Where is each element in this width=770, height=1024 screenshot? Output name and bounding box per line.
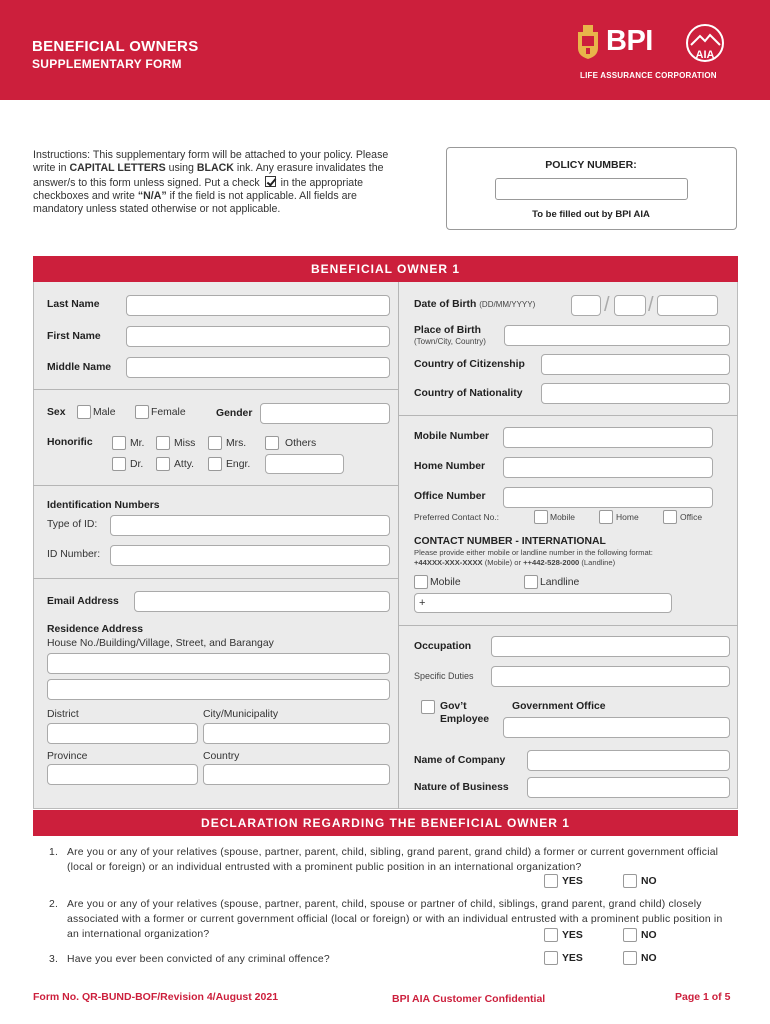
intl-landline-checkbox[interactable] [524,575,538,589]
intl-landline-label: Landline [540,577,580,588]
sex-male-checkbox[interactable] [77,405,91,419]
footer-page-number: Page 1 of 5 [675,991,731,1003]
date-separator: / [604,294,610,316]
honorific-atty-label: Atty. [174,459,195,470]
q2-yes-checkbox[interactable] [544,928,558,942]
city-label: City/Municipality [203,709,279,720]
pob-label: Place of Birth [414,325,481,336]
country-input[interactable] [203,764,390,785]
logo-subtitle: LIFE ASSURANCE CORPORATION [580,71,717,80]
honorific-others-input[interactable] [265,454,344,474]
last-name-label: Last Name [47,299,100,310]
sex-male-label: Male [93,407,116,418]
q1-number: 1. [49,847,59,858]
nationality-input[interactable] [541,383,730,404]
pob-input[interactable] [504,325,730,346]
residence-sub-label: House No./Building/Village, Street, and Barangay [47,638,274,649]
section-title: BENEFICIAL OWNER 1 [33,256,738,282]
form-subtitle: SUPPLEMENTARY FORM [32,57,182,71]
honorific-others-label: Others [285,438,317,449]
gender-label: Gender [216,408,253,419]
last-name-input[interactable] [126,295,390,316]
preferred-office-label: Office [680,512,703,522]
email-input[interactable] [134,591,390,612]
date-separator: / [648,294,654,316]
honorific-others-checkbox[interactable] [265,436,279,450]
district-label: District [47,709,79,720]
honorific-dr-label: Dr. [130,459,144,470]
preferred-mobile-label: Mobile [550,512,576,522]
divider [398,415,738,416]
q2-no-label: NO [641,930,657,941]
company-label: Name of Company [414,755,506,766]
footer-form-number: Form No. QR-BUND-BOF/Revision 4/August 2021 [33,991,279,1003]
govt-employee-label-2: Employee [440,714,490,725]
sex-female-label: Female [151,407,186,418]
preferred-home-label: Home [616,512,639,522]
q3-yes-label: YES [562,953,583,964]
residence-line1-input[interactable] [47,653,390,674]
q3-no-checkbox[interactable] [623,951,637,965]
gender-input[interactable] [260,403,390,424]
dob-month-input[interactable] [614,295,646,316]
honorific-mrs-label: Mrs. [226,438,247,449]
check-mark-icon [265,176,276,187]
honorific-engr-checkbox[interactable] [208,457,222,471]
q1-no-label: NO [641,876,657,887]
honorific-atty-checkbox[interactable] [156,457,170,471]
occupation-input[interactable] [491,636,730,657]
policy-number-label: POLICY NUMBER: [545,159,637,171]
dob-day-input[interactable] [571,295,601,316]
home-number-input[interactable] [503,457,713,478]
citizenship-label: Country of Citizenship [414,359,525,370]
aia-logo [682,23,728,65]
home-number-label: Home Number [414,461,486,472]
honorific-mrs-checkbox[interactable] [208,436,222,450]
middle-name-input[interactable] [126,357,390,378]
business-label: Nature of Business [414,782,509,793]
policy-number-note: To be filled out by BPI AIA [532,209,650,220]
declaration-title: DECLARATION REGARDING THE BENEFICIAL OWNER 1 [33,810,738,836]
middle-name-label: Middle Name [47,362,112,373]
dob-year-input[interactable] [657,295,718,316]
honorific-mr-checkbox[interactable] [112,436,126,450]
intl-plus-prefix: + [419,597,426,609]
type-of-id-label: Type of ID: [47,519,98,530]
q1-yes-checkbox[interactable] [544,874,558,888]
citizenship-input[interactable] [541,354,730,375]
residence-label: Residence Address [47,624,144,635]
intl-mobile-label: Mobile [430,577,461,588]
bpi-logo: BPI [606,25,653,57]
dob-label: Date of Birth (DD/MM/YYYY) [414,299,536,310]
divider [33,485,398,486]
intl-contact-title: CONTACT NUMBER - INTERNATIONAL [414,536,606,547]
bpi-seal-icon [574,22,602,60]
q3-no-label: NO [641,953,657,964]
type-of-id-input[interactable] [110,515,390,536]
id-number-input[interactable] [110,545,390,566]
id-numbers-label: Identification Numbers [47,500,160,511]
divider [33,389,398,390]
email-label: Email Address [47,596,119,607]
govt-office-input[interactable] [503,717,730,738]
first-name-label: First Name [47,331,101,342]
intl-contact-note: Please provide either mobile or landline number in the following format: [414,548,653,557]
q1-text: Are you or any of your relatives (spouse, partner, parent, child, sibling, grand parent, grand child) a former or current government official (local or foreign) or an individual entrusted with a prominent public position in an international organization? [67,847,719,873]
province-input[interactable] [47,764,198,785]
q2-number: 2. [49,899,59,910]
q1-yes-label: YES [562,876,583,887]
intl-number-input[interactable] [414,593,672,613]
specific-duties-input[interactable] [491,666,730,687]
honorific-label: Honorific [47,437,93,448]
govt-employee-checkbox[interactable] [421,700,435,714]
preferred-office-checkbox[interactable] [663,510,677,524]
policy-number-input[interactable] [495,178,688,200]
q2-yes-label: YES [562,930,583,941]
intl-mobile-checkbox[interactable] [414,575,428,589]
country-label: Country [203,751,240,762]
city-input[interactable] [203,723,390,744]
instructions: Instructions: This supplementary form will be attached to your policy. Please write in CAPITAL LETTERS using BLACK ink. Any erasure invalidates the answer/s to this form unless signed. Put a check in the appropriate checkboxes and write “N/A” if the field is not applicable. All fields are mandatory unless stated otherwise or not applicable. [33,149,389,216]
honorific-dr-checkbox[interactable] [112,457,126,471]
business-input[interactable] [527,777,730,798]
first-name-input[interactable] [126,326,390,347]
company-input[interactable] [527,750,730,771]
sex-female-checkbox[interactable] [135,405,149,419]
preferred-contact-label: Preferred Contact No.: [414,512,500,522]
honorific-mr-label: Mr. [130,438,145,449]
province-label: Province [47,751,88,762]
divider [33,578,398,579]
id-number-label: ID Number: [47,549,101,560]
intl-contact-format: +44XXX-XXX-XXXX (Mobile) or ++442-528-2000 (Landline) [414,558,616,567]
mobile-number-input[interactable] [503,427,713,448]
sex-label: Sex [47,407,66,418]
policy-number-box [446,147,737,230]
mobile-number-label: Mobile Number [414,431,490,442]
specific-duties-label: Specific Duties [414,671,474,681]
preferred-home-checkbox[interactable] [599,510,613,524]
q1-no-checkbox[interactable] [623,874,637,888]
pob-sub-label: (Town/City, Country) [414,337,486,346]
form-title: BENEFICIAL OWNERS [32,38,199,55]
q3-number: 3. [49,954,59,965]
govt-office-label: Government Office [512,701,606,712]
honorific-miss-checkbox[interactable] [156,436,170,450]
q2-no-checkbox[interactable] [623,928,637,942]
office-number-label: Office Number [414,491,486,502]
q3-text: Have you ever been convicted of any criminal offence? [67,954,330,965]
preferred-mobile-checkbox[interactable] [534,510,548,524]
occupation-label: Occupation [414,641,472,652]
govt-employee-label-1: Gov’t [440,701,467,712]
aia-logo-text: AIA [695,49,715,61]
office-number-input[interactable] [503,487,713,508]
q2-text: Are you or any of your relatives (spouse, partner, parent, child, spouse or partner of child, siblings, grand parent, grand child) closely associated with a former or current government official (local or foreign) or with an individual entrusted with a prominent public position in an international organization? [67,899,723,940]
footer-confidential: BPI AIA Customer Confidential [392,993,546,1005]
residence-line2-input[interactable] [47,679,390,700]
honorific-engr-label: Engr. [226,459,251,470]
nationality-label: Country of Nationality [414,388,523,399]
honorific-miss-label: Miss [174,438,196,449]
district-input[interactable] [47,723,198,744]
column-divider [398,282,399,809]
q3-yes-checkbox[interactable] [544,951,558,965]
divider [398,625,738,626]
